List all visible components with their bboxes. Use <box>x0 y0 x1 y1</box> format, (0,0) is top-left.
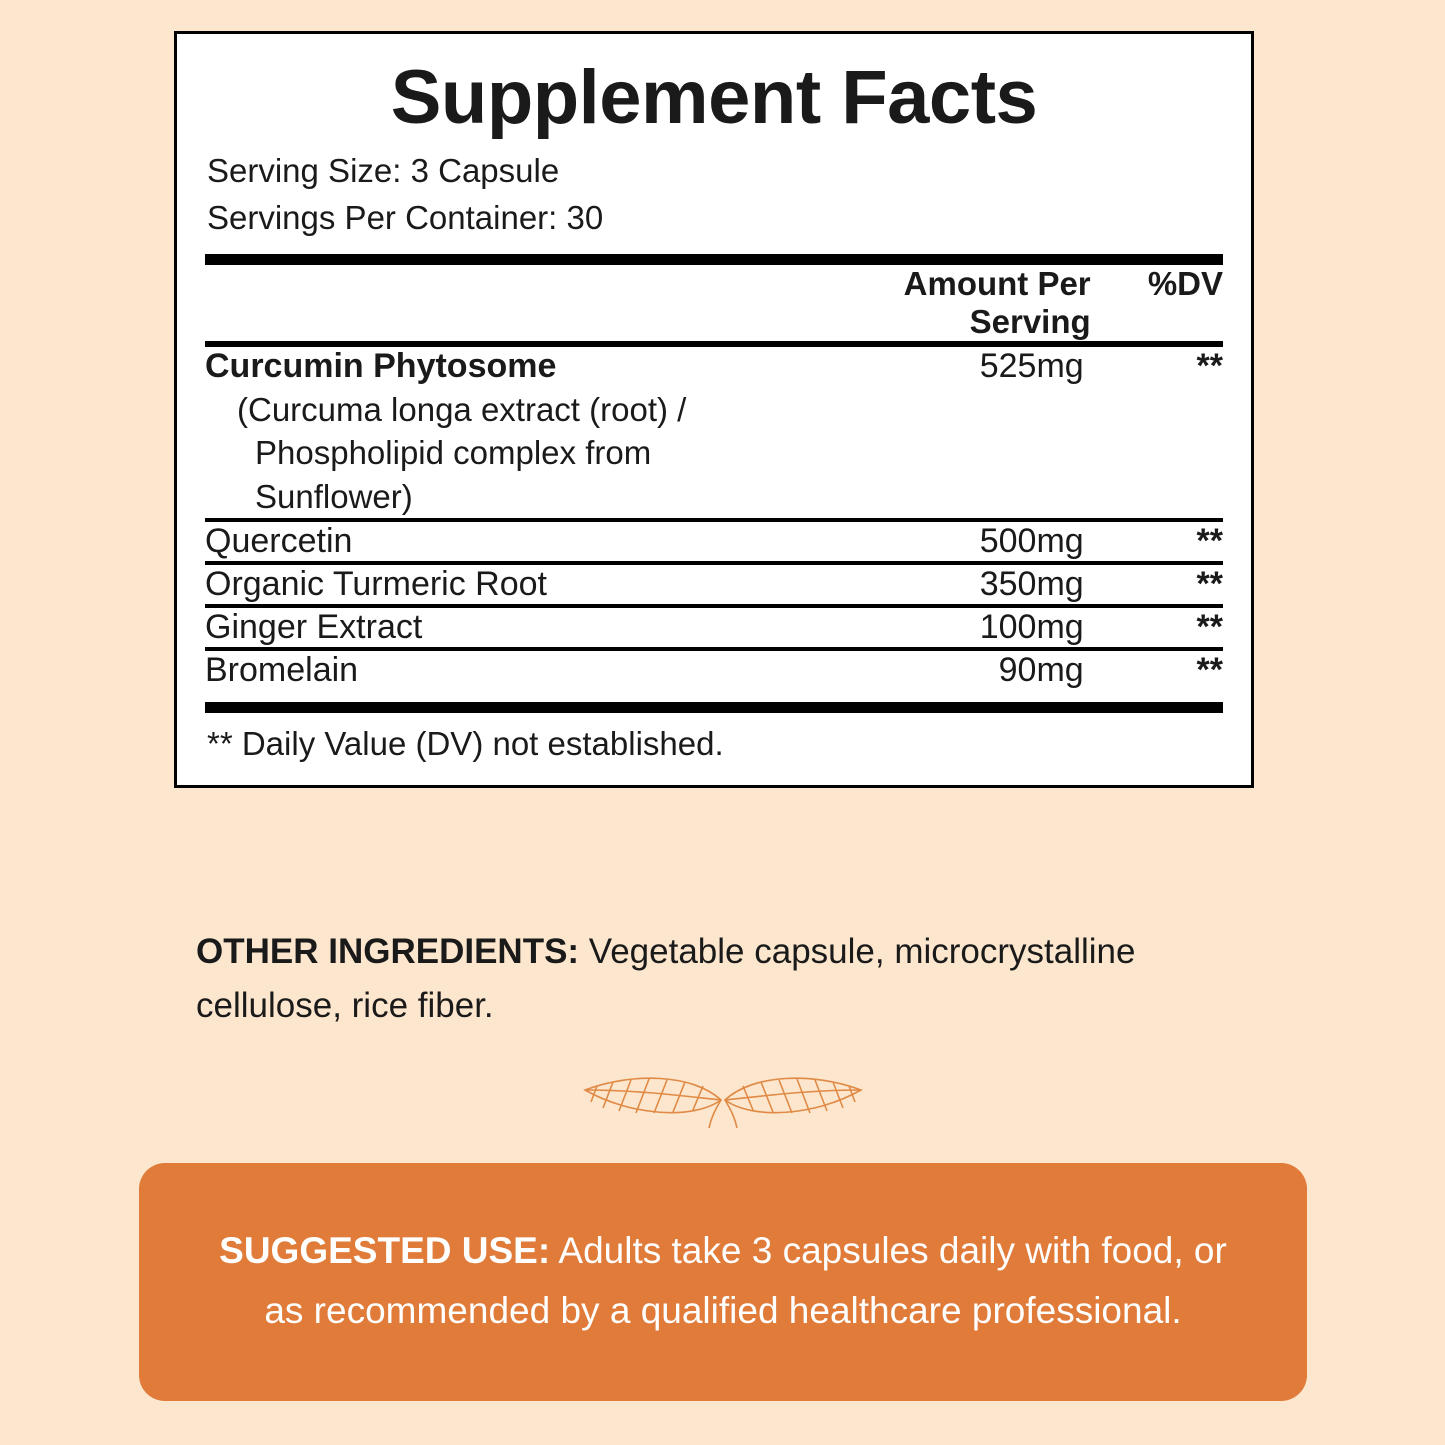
serving-size-line: Serving Size: 3 Capsule <box>207 151 560 189</box>
daily-value-footnote: ** Daily Value (DV) not established. <box>207 725 724 763</box>
table-row <box>205 651 1223 690</box>
facts-row-bromelain <box>205 651 1223 690</box>
divider-thick-top <box>205 254 1223 265</box>
row-dv: ** <box>1196 522 1223 561</box>
divider-thick-bottom <box>205 702 1223 713</box>
facts-row-ginger <box>205 608 1223 647</box>
row-name <box>205 347 771 519</box>
header-percent-dv: %DV <box>1147 264 1223 302</box>
row-name-text: Curcumin Phytosome <box>205 346 557 385</box>
leaf-pair-icon <box>543 1060 903 1140</box>
row-subtext <box>205 388 771 519</box>
table-row <box>205 347 1223 519</box>
row-dv: ** <box>1196 565 1223 604</box>
table-row <box>205 608 1223 647</box>
supplement-facts-panel <box>174 31 1254 788</box>
facts-row-turmeric <box>205 565 1223 604</box>
row-dv: ** <box>1196 346 1223 385</box>
other-ingredients-label: OTHER INGREDIENTS: <box>196 932 580 971</box>
row-subtext-line1: (Curcuma longa extract (root) / <box>237 390 687 428</box>
facts-table <box>205 265 1223 341</box>
suggested-use-label: SUGGESTED USE: <box>219 1230 551 1271</box>
row-amount: 100mg <box>979 608 1084 647</box>
row-name: Quercetin <box>205 522 353 561</box>
header-name <box>205 265 775 341</box>
row-subtext-line2: Phospholipid complex from Sunflower) <box>255 434 652 515</box>
row-amount: 500mg <box>979 522 1084 561</box>
row-name: Organic Turmeric Root <box>205 565 547 604</box>
servings-per-container-line: Servings Per Container: 30 <box>207 198 604 236</box>
other-ingredients-text: Vegetable capsule, microcrystalline cellulose, rice fiber. <box>196 932 1136 1026</box>
row-dv: ** <box>1196 608 1223 647</box>
page-title: Supplement Facts <box>390 55 1038 140</box>
leaf-divider <box>0 1060 1445 1145</box>
row-amount: 90mg <box>998 651 1084 690</box>
row-amount: 350mg <box>979 565 1084 604</box>
table-row <box>205 565 1223 604</box>
table-header-row <box>205 265 1223 341</box>
suggested-use-banner <box>139 1163 1307 1401</box>
facts-row-quercetin <box>205 522 1223 561</box>
suggested-use-text: Adults take 3 capsules daily with food, or as recommended by a qualified healthcare professional. <box>264 1230 1227 1331</box>
row-dv: ** <box>1196 651 1223 690</box>
row-name: Bromelain <box>205 651 359 690</box>
row-amount: 525mg <box>979 346 1084 385</box>
facts-row-curcumin <box>205 347 1223 519</box>
other-ingredients <box>196 925 1176 1034</box>
table-row <box>205 522 1223 561</box>
header-amount-per-serving: Amount Per Serving <box>903 264 1091 340</box>
row-name: Ginger Extract <box>205 608 423 647</box>
